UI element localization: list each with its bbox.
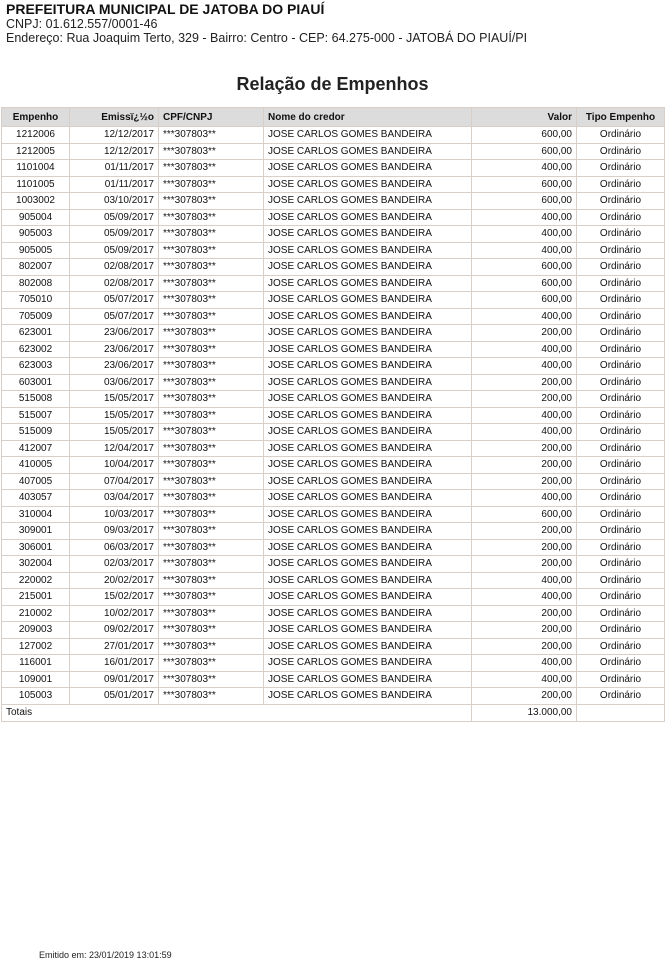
cell-nome-credor: JOSE CARLOS GOMES BANDEIRA [264,523,472,540]
cell-emissao: 09/03/2017 [70,523,159,540]
cell-empenho: 306001 [2,539,70,556]
cell-cpf-cnpj: ***307803** [159,292,264,309]
table-row [2,572,665,589]
cell-nome-credor: JOSE CARLOS GOMES BANDEIRA [264,209,472,226]
cell-tipo-empenho: Ordinário [577,440,665,457]
table-row [2,341,665,358]
cell-emissao: 23/06/2017 [70,325,159,342]
table-row [2,424,665,441]
table-row [2,688,665,705]
cell-valor: 200,00 [472,374,577,391]
table-row [2,539,665,556]
cell-valor: 400,00 [472,308,577,325]
table-row [2,374,665,391]
cell-cpf-cnpj: ***307803** [159,275,264,292]
col-header-empenho: Empenho [2,108,70,127]
cell-empenho: 310004 [2,506,70,523]
cell-cpf-cnpj: ***307803** [159,391,264,408]
cell-tipo-empenho: Ordinário [577,638,665,655]
cell-empenho: 802007 [2,259,70,276]
cell-empenho: 905003 [2,226,70,243]
table-row [2,193,665,210]
totals-value: 13.000,00 [472,704,577,721]
table-row [2,391,665,408]
col-header-emissao: Emissï¿½o [70,108,159,127]
col-header-cpf-cnpj: CPF/CNPJ [159,108,264,127]
table-row [2,589,665,606]
cell-emissao: 05/07/2017 [70,292,159,309]
cell-nome-credor: JOSE CARLOS GOMES BANDEIRA [264,341,472,358]
cell-cpf-cnpj: ***307803** [159,259,264,276]
cell-emissao: 01/11/2017 [70,176,159,193]
cell-empenho: 705010 [2,292,70,309]
cell-tipo-empenho: Ordinário [577,556,665,573]
cell-empenho: 109001 [2,671,70,688]
cell-valor: 400,00 [472,226,577,243]
cell-empenho: 220002 [2,572,70,589]
cell-emissao: 23/06/2017 [70,358,159,375]
cell-tipo-empenho: Ordinário [577,259,665,276]
cell-nome-credor: JOSE CARLOS GOMES BANDEIRA [264,424,472,441]
cell-emissao: 10/03/2017 [70,506,159,523]
report-title: Relação de Empenhos [236,74,429,94]
cell-tipo-empenho: Ordinário [577,358,665,375]
cell-emissao: 05/09/2017 [70,226,159,243]
cell-tipo-empenho: Ordinário [577,176,665,193]
cnpj-line: CNPJ: 01.612.557/0001-46 [6,17,158,31]
cell-nome-credor: JOSE CARLOS GOMES BANDEIRA [264,226,472,243]
cell-tipo-empenho: Ordinário [577,605,665,622]
cell-tipo-empenho: Ordinário [577,391,665,408]
cell-valor: 200,00 [472,638,577,655]
cell-empenho: 515008 [2,391,70,408]
cell-valor: 600,00 [472,193,577,210]
cell-cpf-cnpj: ***307803** [159,440,264,457]
cell-valor: 200,00 [472,473,577,490]
emitted-timestamp: Emitido em: 23/01/2019 13:01:59 [39,950,172,960]
cell-nome-credor: JOSE CARLOS GOMES BANDEIRA [264,292,472,309]
table-row [2,160,665,177]
cell-emissao: 02/08/2017 [70,259,159,276]
cell-empenho: 623001 [2,325,70,342]
cell-nome-credor: JOSE CARLOS GOMES BANDEIRA [264,556,472,573]
cell-cpf-cnpj: ***307803** [159,242,264,259]
cell-cpf-cnpj: ***307803** [159,160,264,177]
cell-emissao: 03/06/2017 [70,374,159,391]
cell-tipo-empenho: Ordinário [577,589,665,606]
cell-cpf-cnpj: ***307803** [159,358,264,375]
cell-emissao: 02/08/2017 [70,275,159,292]
cell-nome-credor: JOSE CARLOS GOMES BANDEIRA [264,440,472,457]
cell-emissao: 07/04/2017 [70,473,159,490]
cell-empenho: 403057 [2,490,70,507]
table-row [2,176,665,193]
cell-empenho: 705009 [2,308,70,325]
cell-nome-credor: JOSE CARLOS GOMES BANDEIRA [264,605,472,622]
cell-nome-credor: JOSE CARLOS GOMES BANDEIRA [264,242,472,259]
cell-cpf-cnpj: ***307803** [159,622,264,639]
table-row [2,506,665,523]
cell-nome-credor: JOSE CARLOS GOMES BANDEIRA [264,160,472,177]
cell-valor: 400,00 [472,490,577,507]
cell-tipo-empenho: Ordinário [577,523,665,540]
cell-tipo-empenho: Ordinário [577,160,665,177]
cell-nome-credor: JOSE CARLOS GOMES BANDEIRA [264,473,472,490]
cell-emissao: 15/02/2017 [70,589,159,606]
cell-cpf-cnpj: ***307803** [159,143,264,160]
cell-cpf-cnpj: ***307803** [159,226,264,243]
table-row [2,292,665,309]
cell-emissao: 10/04/2017 [70,457,159,474]
cell-tipo-empenho: Ordinário [577,622,665,639]
cell-emissao: 06/03/2017 [70,539,159,556]
cell-cpf-cnpj: ***307803** [159,407,264,424]
cell-empenho: 1101004 [2,160,70,177]
cell-cpf-cnpj: ***307803** [159,638,264,655]
cell-tipo-empenho: Ordinário [577,292,665,309]
totals-label: Totais [2,704,472,721]
cell-valor: 200,00 [472,391,577,408]
cell-emissao: 15/05/2017 [70,407,159,424]
table-row [2,259,665,276]
table-row [2,407,665,424]
cell-cpf-cnpj: ***307803** [159,671,264,688]
cell-valor: 400,00 [472,160,577,177]
cell-empenho: 1101005 [2,176,70,193]
table-row [2,209,665,226]
cell-nome-credor: JOSE CARLOS GOMES BANDEIRA [264,589,472,606]
cell-nome-credor: JOSE CARLOS GOMES BANDEIRA [264,259,472,276]
cell-tipo-empenho: Ordinário [577,407,665,424]
cell-emissao: 09/02/2017 [70,622,159,639]
table-row [2,638,665,655]
cell-empenho: 515007 [2,407,70,424]
cell-emissao: 20/02/2017 [70,572,159,589]
cell-valor: 600,00 [472,506,577,523]
cell-cpf-cnpj: ***307803** [159,605,264,622]
table-body [2,127,665,705]
cell-nome-credor: JOSE CARLOS GOMES BANDEIRA [264,176,472,193]
cell-empenho: 407005 [2,473,70,490]
cell-nome-credor: JOSE CARLOS GOMES BANDEIRA [264,193,472,210]
cell-nome-credor: JOSE CARLOS GOMES BANDEIRA [264,143,472,160]
cell-tipo-empenho: Ordinário [577,539,665,556]
table-row [2,523,665,540]
cell-cpf-cnpj: ***307803** [159,424,264,441]
table-row [2,622,665,639]
col-header-nome-credor: Nome do credor [264,108,472,127]
empenhos-table [1,107,665,722]
cell-nome-credor: JOSE CARLOS GOMES BANDEIRA [264,688,472,705]
cell-cpf-cnpj: ***307803** [159,209,264,226]
cell-valor: 400,00 [472,341,577,358]
cell-empenho: 127002 [2,638,70,655]
cell-tipo-empenho: Ordinário [577,473,665,490]
cell-cpf-cnpj: ***307803** [159,473,264,490]
cell-tipo-empenho: Ordinário [577,374,665,391]
cell-emissao: 12/04/2017 [70,440,159,457]
cell-emissao: 15/05/2017 [70,391,159,408]
cell-cpf-cnpj: ***307803** [159,374,264,391]
table-row [2,325,665,342]
cell-cpf-cnpj: ***307803** [159,572,264,589]
cell-empenho: 905004 [2,209,70,226]
cell-nome-credor: JOSE CARLOS GOMES BANDEIRA [264,655,472,672]
cell-tipo-empenho: Ordinário [577,143,665,160]
cell-empenho: 215001 [2,589,70,606]
totals-row [2,704,665,721]
cell-emissao: 01/11/2017 [70,160,159,177]
cell-valor: 400,00 [472,358,577,375]
cell-empenho: 603001 [2,374,70,391]
cell-cpf-cnpj: ***307803** [159,655,264,672]
table-row [2,143,665,160]
cell-emissao: 03/10/2017 [70,193,159,210]
cell-cpf-cnpj: ***307803** [159,490,264,507]
cell-cpf-cnpj: ***307803** [159,589,264,606]
table-row [2,440,665,457]
cell-valor: 200,00 [472,523,577,540]
cell-cpf-cnpj: ***307803** [159,341,264,358]
table-row [2,473,665,490]
cell-tipo-empenho: Ordinário [577,490,665,507]
cell-nome-credor: JOSE CARLOS GOMES BANDEIRA [264,407,472,424]
cell-cpf-cnpj: ***307803** [159,523,264,540]
cell-valor: 400,00 [472,424,577,441]
cell-nome-credor: JOSE CARLOS GOMES BANDEIRA [264,506,472,523]
cell-tipo-empenho: Ordinário [577,242,665,259]
cell-valor: 400,00 [472,671,577,688]
cell-tipo-empenho: Ordinário [577,325,665,342]
cell-valor: 600,00 [472,292,577,309]
cell-emissao: 23/06/2017 [70,341,159,358]
cell-empenho: 1003002 [2,193,70,210]
table-row [2,556,665,573]
cell-nome-credor: JOSE CARLOS GOMES BANDEIRA [264,358,472,375]
cell-emissao: 02/03/2017 [70,556,159,573]
table-row [2,242,665,259]
cell-empenho: 209003 [2,622,70,639]
table-row [2,671,665,688]
cell-nome-credor: JOSE CARLOS GOMES BANDEIRA [264,325,472,342]
cell-empenho: 309001 [2,523,70,540]
cell-tipo-empenho: Ordinário [577,226,665,243]
cell-emissao: 12/12/2017 [70,127,159,144]
cell-tipo-empenho: Ordinário [577,193,665,210]
cell-cpf-cnpj: ***307803** [159,457,264,474]
cell-emissao: 27/01/2017 [70,638,159,655]
table-row [2,275,665,292]
table-row [2,490,665,507]
cell-nome-credor: JOSE CARLOS GOMES BANDEIRA [264,490,472,507]
cell-cpf-cnpj: ***307803** [159,193,264,210]
cell-nome-credor: JOSE CARLOS GOMES BANDEIRA [264,391,472,408]
cell-valor: 200,00 [472,605,577,622]
cell-tipo-empenho: Ordinário [577,688,665,705]
cell-tipo-empenho: Ordinário [577,671,665,688]
cell-emissao: 05/07/2017 [70,308,159,325]
cell-valor: 200,00 [472,622,577,639]
cell-cpf-cnpj: ***307803** [159,688,264,705]
cell-empenho: 623003 [2,358,70,375]
cell-valor: 400,00 [472,589,577,606]
cell-valor: 200,00 [472,556,577,573]
cell-cpf-cnpj: ***307803** [159,325,264,342]
cell-valor: 200,00 [472,325,577,342]
cell-emissao: 16/01/2017 [70,655,159,672]
cell-valor: 400,00 [472,572,577,589]
cell-empenho: 105003 [2,688,70,705]
table-row [2,127,665,144]
cell-emissao: 05/09/2017 [70,242,159,259]
cell-nome-credor: JOSE CARLOS GOMES BANDEIRA [264,671,472,688]
cell-tipo-empenho: Ordinário [577,424,665,441]
table-row [2,605,665,622]
cell-empenho: 1212005 [2,143,70,160]
cell-empenho: 1212006 [2,127,70,144]
table-row [2,457,665,474]
cell-valor: 200,00 [472,688,577,705]
cell-cpf-cnpj: ***307803** [159,539,264,556]
table-row [2,358,665,375]
cell-nome-credor: JOSE CARLOS GOMES BANDEIRA [264,275,472,292]
cell-valor: 400,00 [472,407,577,424]
table-row [2,655,665,672]
cell-nome-credor: JOSE CARLOS GOMES BANDEIRA [264,622,472,639]
table-header-row [2,108,665,127]
cell-valor: 400,00 [472,242,577,259]
cell-tipo-empenho: Ordinário [577,308,665,325]
cell-empenho: 302004 [2,556,70,573]
address-line: Endereço: Rua Joaquim Terto, 329 - Bairro: Centro - CEP: 64.275-000 - JATOBÁ DO PIAUÍ/PI [6,31,528,45]
cell-empenho: 412007 [2,440,70,457]
cell-valor: 200,00 [472,539,577,556]
cell-nome-credor: JOSE CARLOS GOMES BANDEIRA [264,539,472,556]
cell-valor: 600,00 [472,127,577,144]
cell-empenho: 116001 [2,655,70,672]
cell-emissao: 05/09/2017 [70,209,159,226]
cell-cpf-cnpj: ***307803** [159,127,264,144]
cell-valor: 400,00 [472,209,577,226]
cell-emissao: 03/04/2017 [70,490,159,507]
cell-nome-credor: JOSE CARLOS GOMES BANDEIRA [264,308,472,325]
cell-tipo-empenho: Ordinário [577,275,665,292]
cell-valor: 400,00 [472,655,577,672]
cell-nome-credor: JOSE CARLOS GOMES BANDEIRA [264,572,472,589]
cell-empenho: 905005 [2,242,70,259]
cell-emissao: 09/01/2017 [70,671,159,688]
cell-valor: 600,00 [472,176,577,193]
cell-cpf-cnpj: ***307803** [159,308,264,325]
cell-cpf-cnpj: ***307803** [159,506,264,523]
cell-empenho: 623002 [2,341,70,358]
cell-nome-credor: JOSE CARLOS GOMES BANDEIRA [264,638,472,655]
cell-nome-credor: JOSE CARLOS GOMES BANDEIRA [264,457,472,474]
cell-cpf-cnpj: ***307803** [159,556,264,573]
table-row [2,226,665,243]
cell-tipo-empenho: Ordinário [577,341,665,358]
cell-emissao: 05/01/2017 [70,688,159,705]
cell-tipo-empenho: Ordinário [577,127,665,144]
cell-emissao: 12/12/2017 [70,143,159,160]
cell-emissao: 15/05/2017 [70,424,159,441]
col-header-tipo-empenho: Tipo Empenho [577,108,665,127]
cell-nome-credor: JOSE CARLOS GOMES BANDEIRA [264,374,472,391]
cell-empenho: 515009 [2,424,70,441]
cell-nome-credor: JOSE CARLOS GOMES BANDEIRA [264,127,472,144]
cell-tipo-empenho: Ordinário [577,572,665,589]
totals-empty-cell [577,704,665,721]
cell-empenho: 802008 [2,275,70,292]
table-row [2,308,665,325]
cell-empenho: 210002 [2,605,70,622]
cell-valor: 600,00 [472,259,577,276]
organization-name: PREFEITURA MUNICIPAL DE JATOBA DO PIAUÍ [6,1,325,17]
cell-tipo-empenho: Ordinário [577,655,665,672]
cell-valor: 600,00 [472,275,577,292]
cell-valor: 200,00 [472,457,577,474]
cell-tipo-empenho: Ordinário [577,209,665,226]
cell-tipo-empenho: Ordinário [577,457,665,474]
col-header-valor: Valor [472,108,577,127]
cell-valor: 600,00 [472,143,577,160]
cell-valor: 200,00 [472,440,577,457]
report-header [6,1,527,45]
cell-tipo-empenho: Ordinário [577,506,665,523]
cell-empenho: 410005 [2,457,70,474]
cell-cpf-cnpj: ***307803** [159,176,264,193]
cell-emissao: 10/02/2017 [70,605,159,622]
